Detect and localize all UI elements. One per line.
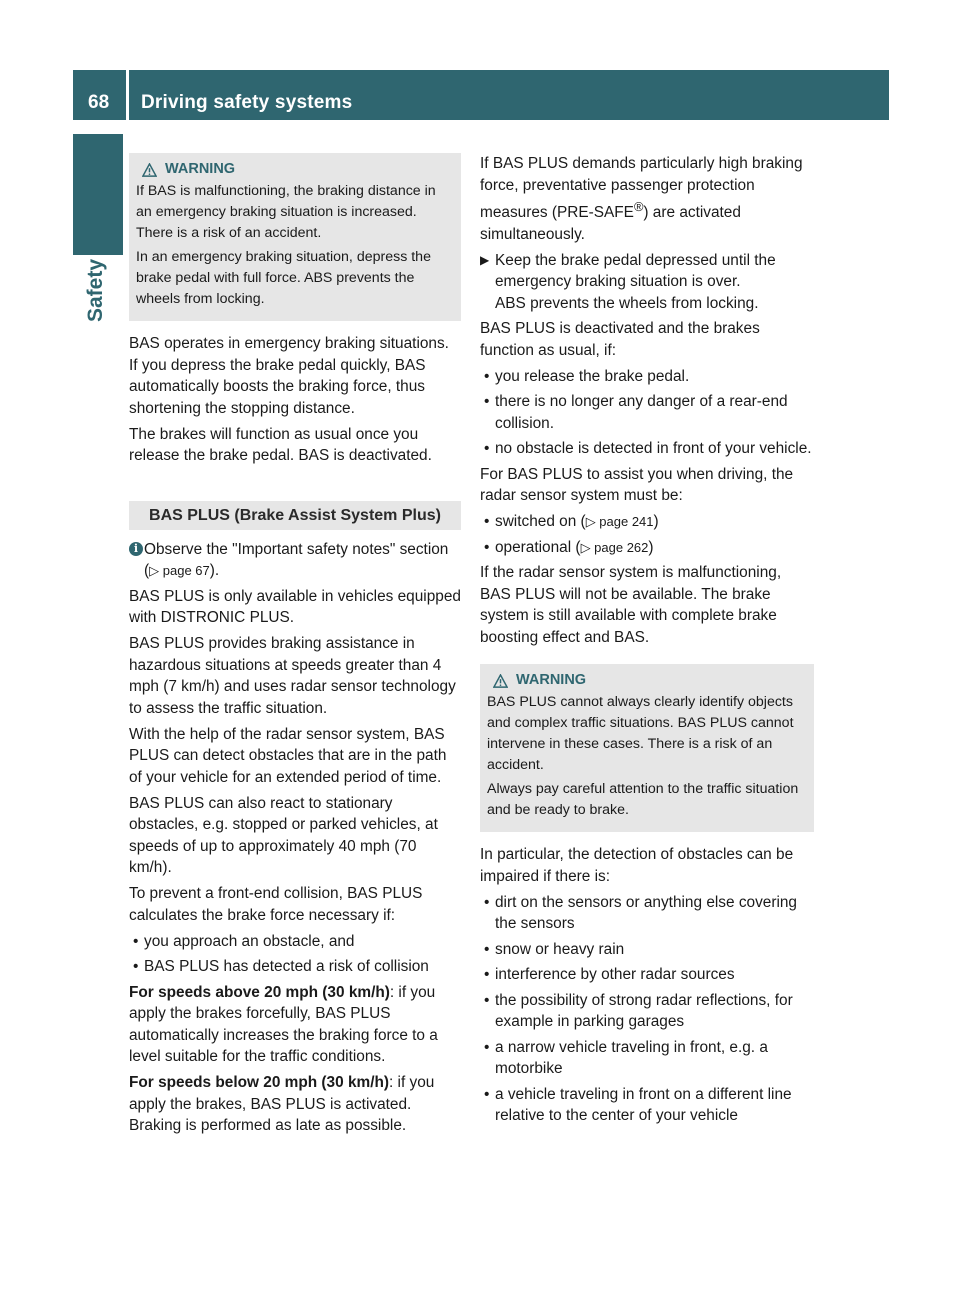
paragraph: For BAS PLUS to assist you when driving, the radar sensor system must be: [480,465,794,505]
warning-label: WARNING [516,672,587,689]
warning-triangle-icon [493,674,508,688]
list-item-text: dirt on the sensors or anything else covering the sensors [495,893,797,933]
warning-label: WARNING [165,161,236,177]
bullet-mark: • [484,1038,490,1056]
registered-mark: ® [633,199,644,214]
list-item [480,892,814,935]
paragraph: With the help of the radar sensor system, BAS PLUS can detect obstacles that are in the path of your vehicle for an extended period of time. [129,725,447,786]
list-item-text: you approach an obstacle, and [144,932,355,950]
bullet-mark: • [484,440,490,458]
bullet-mark: • [484,513,490,531]
list-item-end: ) [653,513,659,531]
chapter-title: Driving safety systems [141,92,353,113]
list-item [480,990,814,1033]
bullet-mark: • [484,940,490,958]
paragraph: If the radar sensor system is malfunctioning, BAS PLUS will not be available. The brake system is still available with complete brake boosting effect and BAS. [480,564,782,646]
list-item-text: interference by other radar sources [495,966,735,984]
instruction-step [480,250,814,315]
list-item-end: ) [648,538,654,556]
info-note [129,539,461,582]
paragraph-text: : if you apply the brakes forcefully, BAS PLUS automatically increases the braking force to a level suitable for the traffic conditions. [129,983,438,1065]
list-item [480,438,814,460]
info-icon: i [129,542,143,556]
list-item-text: snow or heavy rain [495,940,625,958]
bold-lead: For speeds above 20 mph (30 km/h) [129,983,390,1001]
warning-heading [136,159,454,180]
list-item [480,939,814,961]
right-column [480,153,814,1131]
list-item [129,956,461,978]
bullet-mark: • [484,991,490,1009]
paragraph-text: : if you apply the brakes, BAS PLUS is activated. Braking is performed as late as possible. [129,1074,435,1134]
list-item [480,1037,814,1080]
paragraph [129,1072,461,1137]
list-item-text: BAS PLUS has detected a risk of collision [144,958,429,975]
page-reference-link[interactable]: ▷ page 67 [149,563,210,578]
bullet-mark: • [133,958,139,975]
paragraph: BAS PLUS is deactivated and the brakes function as usual, if: [480,320,760,359]
list-item-text: the possibility of strong radar reflections, for example in parking garages [495,991,793,1031]
paragraph: To prevent a front-end collision, BAS PLUS calculates the brake force necessary if: [129,885,423,924]
list-item-text: switched on ( [495,513,586,531]
list-item-text: there is no longer any danger of a rear-end collision. [495,393,788,432]
paragraph: BAS PLUS can also react to stationary obstacles, e.g. stopped or parked vehicles, at speeds of up to approximately 40 mph (70 km/h). [129,794,438,876]
bullet-mark: • [484,1085,490,1103]
bullet-mark: • [133,932,139,950]
bullet-mark: • [484,893,490,911]
warning-text: BAS PLUS cannot always clearly identify objects and complex traffic situations. BAS PLUS cannot intervene in these cases. There is a risk of an accident. [487,694,794,774]
bullet-mark: • [484,966,490,984]
header-divider [126,70,129,120]
step-arrow-icon: ▶ [480,252,490,267]
sidebar-section-label: Safety [84,258,107,322]
list-item-text: a vehicle traveling in front on a different line relative to the center of your vehicle [495,1085,792,1125]
warning-triangle-icon [142,163,157,177]
info-text-end: ). [209,562,220,579]
paragraph: BAS operates in emergency braking situations. If you depress the brake pedal quickly, BAS automatically boosts the braking force, thus shortening the stopping distance. [129,335,449,417]
warning-box [480,664,814,832]
bullet-mark: • [484,367,490,385]
list-item [480,511,814,533]
left-column [129,153,461,1141]
warning-box [129,153,461,321]
list-item-text: a narrow vehicle traveling in front, e.g. a motorbike [495,1038,768,1078]
paragraph: BAS PLUS is only available in vehicles equipped with DISTRONIC PLUS. [129,587,461,626]
paragraph: BAS PLUS provides braking assistance in hazardous situations at speeds greater than 4 mph (7 km/h) and uses radar sensor technology to assess the traffic situation. [129,635,456,717]
paragraph-text: If BAS PLUS demands particularly high braking force, preventative passenger protection measures (PRE-SAFE [480,155,803,222]
list-item [480,391,814,434]
info-text: Observe the "Important safety notes" section ( [144,540,449,579]
paragraph-text: ) are activated simultaneously. [480,204,741,243]
list-item [129,931,461,953]
sidebar-block [73,134,123,255]
bullet-mark: • [484,393,490,411]
page-number: 68 [88,92,110,113]
step-result: ABS prevents the wheels from locking. [495,294,759,312]
paragraph: In particular, the detection of obstacles can be impaired if there is: [480,846,794,885]
list-item-text: no obstacle is detected in front of your vehicle. [495,440,812,458]
paragraph: The brakes will function as usual once you release the brake pedal. BAS is deactivated. [129,425,432,464]
warning-text: In an emergency braking situation, depress the brake pedal with full force. ABS prevents the wheels from locking. [136,249,431,307]
warning-text: If BAS is malfunctioning, the braking distance in an emergency braking situation is increased. There is a risk of an accident. [136,183,436,241]
step-text: Keep the brake pedal depressed until the emergency braking situation is over. [495,251,776,291]
paragraph [129,982,461,1068]
section-heading: BAS PLUS (Brake Assist System Plus) [129,501,461,530]
paragraph [480,153,814,245]
list-item-text: you release the brake pedal. [495,367,690,385]
list-item [480,964,814,986]
warning-text: Always pay careful attention to the traffic situation and be ready to brake. [487,781,799,819]
page-reference-link[interactable]: ▷ page 241 [585,514,654,530]
list-item [480,1084,814,1127]
list-item-text: operational ( [495,538,581,556]
page-reference-link[interactable]: ▷ page 262 [580,539,649,555]
warning-heading [487,670,807,691]
list-item [480,537,814,559]
bullet-mark: • [484,538,490,556]
list-item [480,366,814,388]
bold-lead: For speeds below 20 mph (30 km/h) [129,1074,389,1091]
